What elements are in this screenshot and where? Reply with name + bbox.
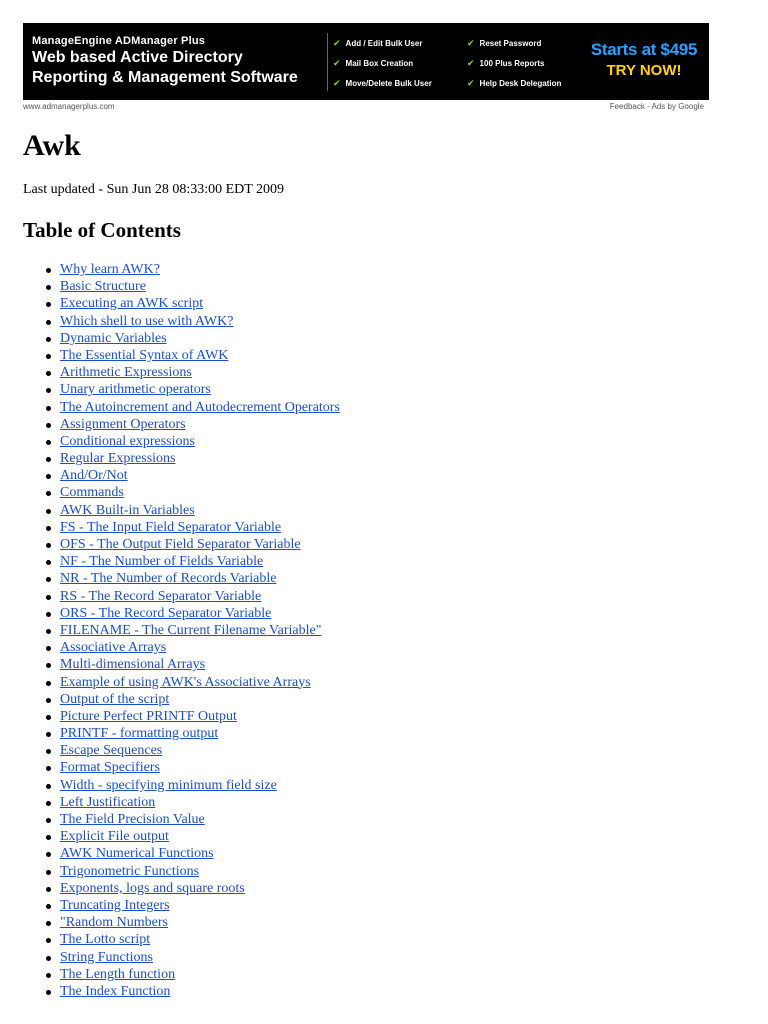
toc-link[interactable]: Escape Sequences bbox=[60, 743, 163, 759]
toc-link[interactable]: The Autoincrement and Autodecrement Operators bbox=[60, 399, 340, 415]
toc-list-item bbox=[23, 554, 340, 571]
ad-headline-line1: Web based Active Directory bbox=[32, 49, 243, 66]
ad-try-now: TRY NOW! bbox=[606, 62, 682, 79]
toc-list-item bbox=[23, 279, 340, 296]
ad-feature: ✔ Help Desk Delegation bbox=[467, 77, 562, 88]
toc-link[interactable]: Which shell to use with AWK? bbox=[60, 313, 234, 329]
toc-list-item bbox=[23, 915, 340, 932]
toc-link[interactable]: The Index Function bbox=[60, 983, 171, 999]
toc-list-item bbox=[23, 537, 340, 554]
toc-link[interactable]: Output of the script bbox=[60, 691, 170, 707]
toc-link[interactable]: The Length function bbox=[60, 966, 176, 982]
toc-link[interactable]: Why learn AWK? bbox=[60, 262, 160, 277]
toc-list-item bbox=[23, 812, 340, 829]
toc-list-item bbox=[23, 571, 340, 588]
toc-list-item bbox=[23, 434, 340, 451]
toc-link[interactable]: Associative Arrays bbox=[60, 640, 167, 656]
toc-list-item bbox=[23, 485, 340, 502]
ad-url-link[interactable]: www.admanagerplus.com bbox=[23, 102, 115, 111]
toc-list-item bbox=[23, 846, 340, 863]
toc-list-item bbox=[23, 829, 340, 846]
toc-list-item bbox=[23, 881, 340, 898]
toc-link[interactable]: And/Or/Not bbox=[60, 468, 128, 484]
toc-link[interactable]: The Lotto script bbox=[60, 932, 151, 948]
toc-list-item bbox=[23, 451, 340, 468]
toc-link[interactable]: Exponents, logs and square roots bbox=[60, 880, 245, 896]
toc-link[interactable]: AWK Built-in Variables bbox=[60, 502, 195, 518]
toc-link[interactable]: RS - The Record Separator Variable bbox=[60, 588, 262, 604]
ad-text-block bbox=[32, 35, 298, 87]
toc-list-item bbox=[23, 503, 340, 520]
toc-list-item bbox=[23, 692, 340, 709]
ad-feature: ✔ 100 Plus Reports bbox=[467, 57, 545, 68]
toc-link[interactable]: Dynamic Variables bbox=[60, 330, 167, 346]
toc-list-item bbox=[23, 296, 340, 313]
ad-banner[interactable] bbox=[23, 23, 709, 100]
toc-link[interactable]: Explicit File output bbox=[60, 829, 169, 845]
toc-link[interactable]: Assignment Operators bbox=[60, 416, 186, 432]
ad-price: Starts at $495 bbox=[590, 40, 698, 59]
toc-list-item bbox=[23, 468, 340, 485]
ad-footer bbox=[23, 102, 709, 114]
toc-list-item bbox=[23, 795, 340, 812]
toc-list-item bbox=[23, 864, 340, 881]
toc-list-item bbox=[23, 675, 340, 692]
check-icon: ✔ bbox=[467, 77, 475, 88]
ad-feature: ✔ Move/Delete Bulk User bbox=[333, 77, 432, 88]
toc-list-item bbox=[23, 967, 340, 984]
toc-link[interactable]: ORS - The Record Separator Variable bbox=[60, 605, 272, 621]
ad-feature: ✔ Add / Edit Bulk User bbox=[333, 37, 423, 48]
toc-list-item bbox=[23, 657, 340, 674]
ad-product-name: ManageEngine ADManager Plus bbox=[32, 35, 206, 47]
toc-link[interactable]: Commands bbox=[60, 485, 124, 501]
toc-link[interactable]: Format Specifiers bbox=[60, 760, 160, 776]
ad-feedback-link[interactable]: Feedback - Ads by Google bbox=[609, 102, 704, 111]
toc-link[interactable]: Executing an AWK script bbox=[60, 296, 204, 312]
toc-list-item bbox=[23, 898, 340, 915]
toc-list-item bbox=[23, 709, 340, 726]
toc-link[interactable]: Basic Structure bbox=[60, 279, 146, 295]
toc-link[interactable]: The Field Precision Value bbox=[60, 812, 205, 827]
toc-link[interactable]: Left Justification bbox=[60, 794, 156, 810]
page-title: Awk bbox=[23, 129, 81, 162]
toc-list-item bbox=[23, 417, 340, 434]
toc-link[interactable]: Trigonometric Functions bbox=[60, 863, 200, 879]
toc-list-item bbox=[23, 932, 340, 949]
toc-link[interactable]: Regular Expressions bbox=[60, 451, 176, 467]
toc-link[interactable]: PRINTF - formatting output bbox=[60, 726, 219, 742]
toc-link[interactable]: FS - The Input Field Separator Variable bbox=[60, 519, 282, 535]
toc-list-item bbox=[23, 520, 340, 537]
toc-list-item bbox=[23, 606, 340, 623]
toc-link[interactable]: Example of using AWK's Associative Arrays bbox=[60, 674, 311, 690]
toc-link[interactable]: OFS - The Output Field Separator Variable bbox=[60, 537, 301, 552]
toc-link[interactable]: Arithmetic Expressions bbox=[60, 365, 192, 381]
toc-list-item bbox=[23, 778, 340, 795]
toc-list-item bbox=[23, 743, 340, 760]
toc-link[interactable]: FILENAME - The Current Filename Variable" bbox=[60, 622, 322, 638]
toc-list bbox=[23, 262, 340, 1001]
toc-list-item bbox=[23, 262, 340, 279]
toc-list-item bbox=[23, 382, 340, 399]
check-icon: ✔ bbox=[467, 37, 475, 48]
toc-link[interactable]: Truncating Integers bbox=[60, 897, 170, 913]
toc-link[interactable]: Unary arithmetic operators bbox=[60, 382, 211, 398]
ad-headline-line2: Reporting & Management Software bbox=[32, 69, 298, 86]
toc-link[interactable]: Multi-dimensional Arrays bbox=[60, 657, 206, 673]
toc-link[interactable]: Picture Perfect PRINTF Output bbox=[60, 708, 237, 724]
toc-list-item bbox=[23, 589, 340, 606]
last-updated: Last updated - Sun Jun 28 08:33:00 EDT 2009 bbox=[23, 182, 285, 197]
toc-link[interactable]: Conditional expressions bbox=[60, 433, 195, 449]
toc-list-item bbox=[23, 640, 340, 657]
ad-feature-list bbox=[333, 33, 587, 93]
toc-link[interactable]: AWK Numerical Functions bbox=[60, 846, 214, 862]
toc-link[interactable]: NR - The Number of Records Variable bbox=[60, 571, 277, 587]
toc-list-item bbox=[23, 726, 340, 743]
toc-heading: Table of Contents bbox=[23, 218, 181, 242]
toc-list-item bbox=[23, 365, 340, 382]
toc-list-item bbox=[23, 950, 340, 967]
toc-list-item bbox=[23, 348, 340, 365]
check-icon: ✔ bbox=[333, 37, 341, 48]
toc-link[interactable]: Width - specifying minimum field size bbox=[60, 777, 277, 793]
ad-cta-button[interactable] bbox=[588, 39, 700, 81]
toc-list-item bbox=[23, 314, 340, 331]
toc-list-item bbox=[23, 623, 340, 640]
toc-link[interactable]: NF - The Number of Fields Variable bbox=[60, 554, 264, 570]
toc-list-item bbox=[23, 400, 340, 417]
toc-list-item bbox=[23, 984, 340, 1001]
toc-link[interactable]: "Random Numbers bbox=[60, 915, 168, 931]
ad-feature: ✔ Reset Password bbox=[467, 37, 542, 48]
toc-link[interactable]: String Functions bbox=[60, 949, 153, 965]
check-icon: ✔ bbox=[333, 57, 341, 68]
toc-list-item bbox=[23, 760, 340, 777]
check-icon: ✔ bbox=[333, 77, 341, 88]
ad-feature: ✔ Mail Box Creation bbox=[333, 57, 414, 68]
check-icon: ✔ bbox=[467, 57, 475, 68]
ad-divider bbox=[327, 33, 328, 91]
toc-list-item bbox=[23, 331, 340, 348]
toc-link[interactable]: The Essential Syntax of AWK bbox=[60, 347, 229, 363]
